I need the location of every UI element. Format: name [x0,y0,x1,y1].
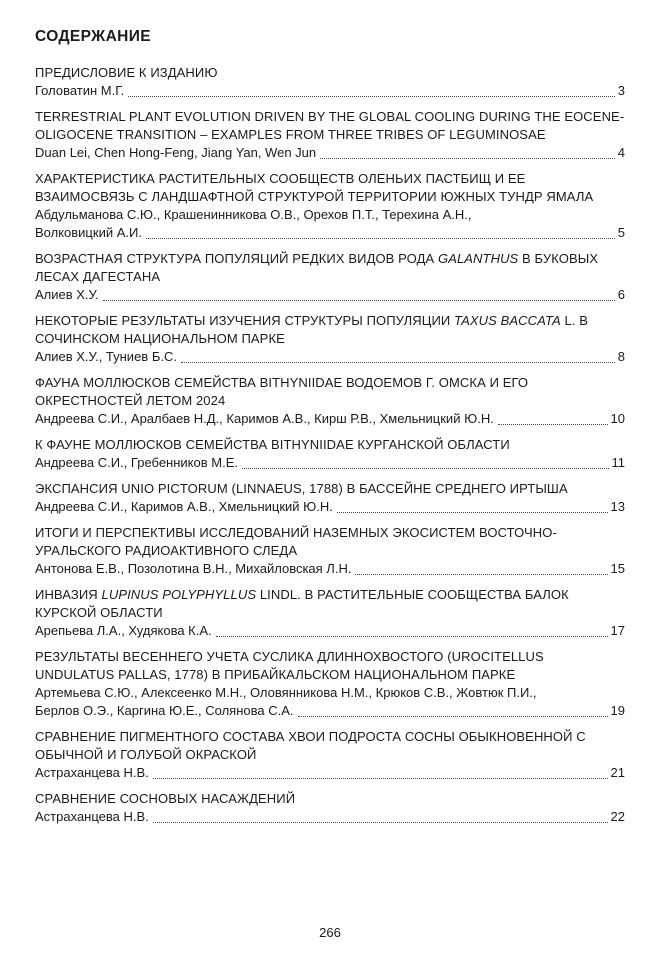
authors-text: Астраханцева Н.В. [35,765,149,780]
toc-entry [35,250,625,304]
entry-title [35,312,625,348]
toc-entry [35,64,625,100]
entry-authors-row [35,498,625,516]
title-text: НЕКОТОРЫЕ РЕЗУЛЬТАТЫ ИЗУЧЕНИЯ СТРУКТУРЫ ПОПУЛЯЦИИ [35,313,455,328]
toc-entry [35,374,625,428]
authors-text: Андреева С.И., Каримов А.В., Хмельницкий Ю.Н. [35,499,333,514]
dotted-leader [128,96,614,97]
authors-text: Арепьева Л.А., Худякова К.А. [35,623,212,638]
toc-entry [35,170,625,242]
authors-text: Алиев Х.У. [35,287,99,302]
entry-title [35,728,625,764]
toc-entry [35,480,625,516]
title-text: ИТОГИ И ПЕРСПЕКТИВЫ ИССЛЕДОВАНИЙ НАЗЕМНЫХ ЭКОСИСТЕМ ВОСТОЧНО-УРАЛЬСКОГО РАДИОАКТИВНОГО СЛЕДА [35,525,557,558]
species-name-italic: TAXUS BACCATA [454,313,561,328]
dotted-leader [242,468,609,469]
entry-authors-row [35,808,625,826]
entry-title [35,170,625,206]
entry-authors-row [35,224,625,242]
entry-page-number: 10 [610,411,625,426]
authors-text: Астраханцева Н.В. [35,809,149,824]
entry-authors-row [35,206,625,224]
title-text: ВОЗРАСТНАЯ СТРУКТУРА ПОПУЛЯЦИЙ РЕДКИХ ВИДОВ РОДА [35,251,438,266]
species-name-italic: GALANTHUS [437,251,519,266]
toc-entry [35,790,625,826]
entry-page-number: 21 [610,765,625,780]
entry-authors-row [35,454,625,472]
authors-text: Головатин М.Г. [35,83,125,98]
authors-text: Антонова Е.В., Позолотина В.Н., Михайловская Л.Н. [35,561,352,576]
entry-page-number: 11 [611,455,625,470]
entry-page-number: 15 [610,561,625,576]
toc-entries [35,64,625,834]
entry-title [35,480,625,498]
authors-text: Абдульманова С.Ю., Крашенинникова О.В., Орехов П.Т., Терехина А.Н., [35,207,472,222]
title-text: К ФАУНЕ МОЛЛЮСКОВ СЕМЕЙСТВА BITHYNIIDAE КУРГАНСКОЙ ОБЛАСТИ [35,437,510,452]
dotted-leader [146,238,615,239]
entry-authors-row [35,286,625,304]
dotted-leader [337,512,608,513]
dotted-leader [153,822,608,823]
title-text: РЕЗУЛЬТАТЫ ВЕСЕННЕГО УЧЕТА СУСЛИКА ДЛИННОХВОСТОГО (UROCITELLUS UNDULATUS PALLAS, 1778) В ПРИБАЙКАЛЬСКОМ НАЦИОНАЛЬНОМ ПАРКЕ [35,649,544,682]
entry-authors-row [35,348,625,366]
title-text: ПРЕДИСЛОВИЕ К ИЗДАНИЮ [35,65,218,80]
entry-page-number: 5 [617,225,625,240]
entry-title [35,374,625,410]
entry-page-number: 17 [610,623,625,638]
dotted-leader [298,716,608,717]
authors-text: Алиев Х.У., Туниев Б.С. [35,349,177,364]
entry-title [35,64,625,82]
entry-page-number: 22 [610,809,625,824]
entry-page-number: 4 [617,145,625,160]
entry-title [35,436,625,454]
dotted-leader [181,362,615,363]
title-text: СРАВНЕНИЕ ПИГМЕНТНОГО СОСТАВА ХВОИ ПОДРОСТА СОСНЫ ОБЫКНОВЕННОЙ С ОБЫЧНОЙ И ГОЛУБОЙ ОКРАСКОЙ [35,729,586,762]
title-text: ЭКСПАНСИЯ UNIO PICTORUM (LINNAEUS, 1788) В БАССЕЙНЕ СРЕДНЕГО ИРТЫША [35,481,568,496]
entry-authors-row [35,764,625,782]
title-text: ХАРАКТЕРИСТИКА РАСТИТЕЛЬНЫХ СООБЩЕСТВ ОЛЕНЬИХ ПАСТБИЩ И ЕЕ ВЗАИМОСВЯЗЬ С ЛАНДШАФТНОЙ СТРУКТУРОЙ ТЕРРИТОРИИ ЮЖНЫХ ТУНДР ЯМАЛА [35,171,594,204]
entry-page-number: 3 [617,83,625,98]
authors-text: Артемьева С.Ю., Алексеенко М.Н., Оловянникова Н.М., Крюков С.В., Жовтюк П.И., [35,685,537,700]
authors-text: Андреева С.И., Аралбаев Н.Д., Каримов А.В., Кирш Р.В., Хмельницкий Ю.Н. [35,411,494,426]
page-title: СОДЕРЖАНИЕ [35,28,152,45]
entry-authors-row [35,82,625,100]
toc-entry [35,436,625,472]
entry-authors-row [35,410,625,428]
dotted-leader [498,424,608,425]
entry-page-number: 13 [610,499,625,514]
page-number: 266 [319,925,341,940]
dotted-leader [153,778,608,779]
title-text: L. В СОЧИНСКОМ НАЦИОНАЛЬНОМ ПАРКЕ [35,313,589,346]
title-text: LINDL. В РАСТИТЕЛЬНЫЕ СООБЩЕСТВА БАЛОК КУРСКОЙ ОБЛАСТИ [35,587,569,620]
entry-title [35,524,625,560]
entry-page-number: 19 [610,703,625,718]
title-text: ИНВАЗИЯ [35,587,102,602]
title-text: ФАУНА МОЛЛЮСКОВ СЕМЕЙСТВА BITHYNIIDAE ВОДОЕМОВ Г. ОМСКА И ЕГО ОКРЕСТНОСТЕЙ ЛЕТОМ 2024 [35,375,529,408]
entry-authors-row [35,702,625,720]
entry-title [35,648,625,684]
authors-text: Волковицкий А.И. [35,225,142,240]
entry-title [35,108,625,144]
toc-entry [35,586,625,640]
toc-entry [35,312,625,366]
dotted-leader [216,636,608,637]
title-text: СРАВНЕНИЕ СОСНОВЫХ НАСАЖДЕНИЙ [35,791,296,806]
toc-entry [35,108,625,162]
dotted-leader [103,300,615,301]
entry-authors-row [35,560,625,578]
species-name-italic: LUPINUS POLYPHYLLUS [101,587,257,602]
dotted-leader [355,574,607,575]
authors-text: Duan Lei, Chen Hong-Feng, Jiang Yan, Wen Jun [35,145,317,160]
dotted-leader [320,158,615,159]
entry-page-number: 6 [617,287,625,302]
entry-authors-row [35,684,625,702]
entry-authors-row [35,144,625,162]
authors-text: Андреева С.И., Гребенников М.Е. [35,455,238,470]
entry-title [35,790,625,808]
title-text: В БУКОВЫХ ЛЕСАХ ДАГЕСТАНА [35,251,599,284]
entry-authors-row [35,622,625,640]
entry-title [35,250,625,286]
authors-text: Берлов О.Э., Каргина Ю.Е., Солянова С.А. [35,703,294,718]
toc-entry [35,524,625,578]
toc-entry [35,728,625,782]
toc-entry [35,648,625,720]
entry-page-number: 8 [617,349,625,364]
title-text: TERRESTRIAL PLANT EVOLUTION DRIVEN BY THE GLOBAL COOLING DURING THE EOCENE-OLIGOCENE TRANSITION – EXAMPLES FROM THREE TRIBES OF LEGUMINOSAE [35,109,625,142]
entry-title [35,586,625,622]
